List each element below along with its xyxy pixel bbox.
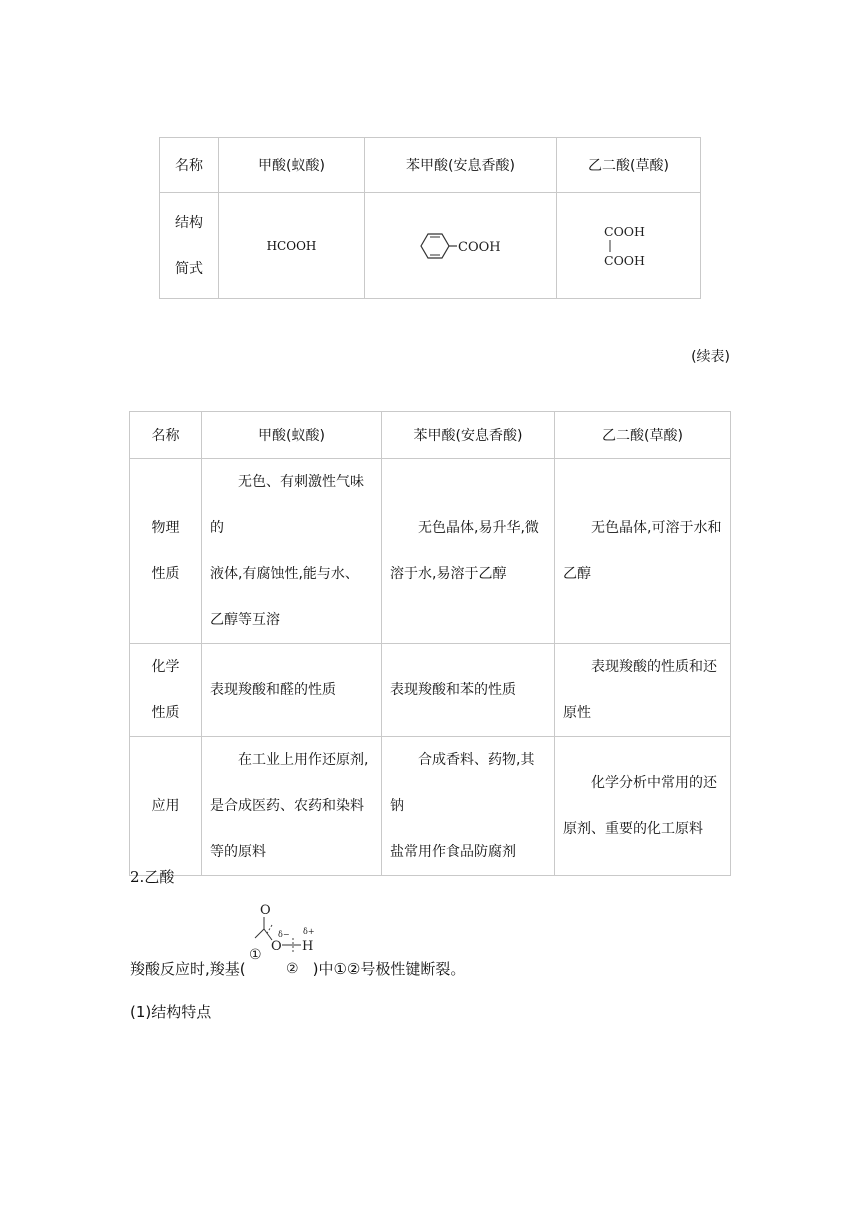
svg-text:δ+: δ+ xyxy=(303,927,315,936)
bond-cleavage-paragraph: 羧酸反应时,羧基( )中①②号极性键断裂。 xyxy=(130,960,466,978)
header-benzoic: 苯甲酸(安息香酸) xyxy=(382,412,555,459)
row-label: 物理 性质 xyxy=(130,459,202,644)
marker-1: ① xyxy=(249,947,262,963)
benzoic-group: COOH xyxy=(457,239,501,255)
benzene-ring-icon xyxy=(411,226,511,266)
oxalic-chemical: 表现羧酸的性质和还 原性 xyxy=(555,644,731,737)
benzoic-physical: 无色晶体,易升华,微 溶于水,易溶于乙醇 xyxy=(382,459,555,644)
formic-physical: 无色、有刺激性气味的 液体,有腐蚀性,能与水、 乙醇等互溶 xyxy=(202,459,382,644)
svg-text:H: H xyxy=(302,939,314,954)
svg-text:δ−: δ− xyxy=(278,930,290,939)
header-oxalic: 乙二酸(草酸) xyxy=(557,138,701,193)
svg-text:O: O xyxy=(260,903,271,918)
benzoic-chemical: 表现羧酸和苯的性质 xyxy=(382,644,555,737)
row-label: 化学 性质 xyxy=(130,644,202,737)
header-oxalic: 乙二酸(草酸) xyxy=(555,412,731,459)
benzoic-structure xyxy=(365,193,557,299)
benzoic-application: 合成香料、药物,其钠 盐常用作食品防腐剂 xyxy=(382,737,555,876)
header-benzoic: 苯甲酸(安息香酸) xyxy=(365,138,557,193)
properties-table xyxy=(129,411,731,876)
row-label-structure xyxy=(160,193,219,299)
oxalic-bottom: COOH xyxy=(603,252,645,268)
row-chemical xyxy=(130,644,731,737)
oxalic-diagram xyxy=(599,221,659,271)
formic-application: 在工业上用作还原剂, 是合成医药、农药和染料 等的原料 xyxy=(202,737,382,876)
header-name: 名称 xyxy=(160,138,219,193)
oxalic-application: 化学分析中常用的还 原剂、重要的化工原料 xyxy=(555,737,731,876)
oxalic-structure xyxy=(557,193,701,299)
label-line: 结构 xyxy=(175,214,203,231)
header-formic: 甲酸(蚁酸) xyxy=(202,412,382,459)
svg-text:O: O xyxy=(271,939,282,954)
row-physical xyxy=(130,459,731,644)
row-label: 应用 xyxy=(130,737,202,876)
marker-2: ② xyxy=(286,961,299,977)
header-formic: 甲酸(蚁酸) xyxy=(219,138,365,193)
formic-structure: HCOOH xyxy=(219,193,365,299)
oxalic-physical: 无色晶体,可溶于水和 乙醇 xyxy=(555,459,731,644)
continued-label: (续表) xyxy=(691,349,730,365)
row-application xyxy=(130,737,731,876)
subsection-heading: (1)结构特点 xyxy=(130,1003,212,1021)
section-heading: 2.乙酸 xyxy=(130,868,175,886)
label-line: 简式 xyxy=(175,260,203,277)
header-name: 名称 xyxy=(130,412,202,459)
formic-chemical: 表现羧酸和醛的性质 xyxy=(202,644,382,737)
structure-table xyxy=(159,137,701,299)
oxalic-top: COOH xyxy=(603,223,645,239)
